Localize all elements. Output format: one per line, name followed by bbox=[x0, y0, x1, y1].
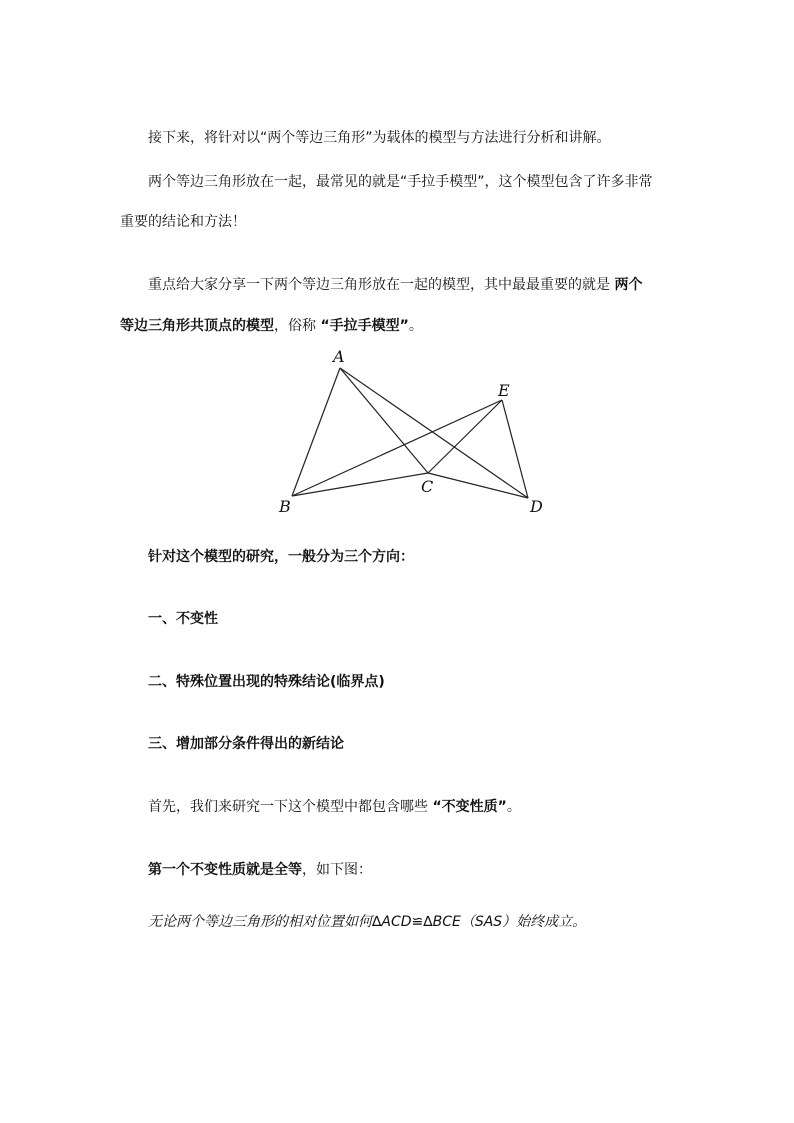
direction-item-3: 三、增加部分条件得出的新结论 bbox=[148, 736, 344, 752]
paragraph-invariant bbox=[148, 797, 521, 817]
direction-item-1: 一、不变性 bbox=[148, 611, 218, 627]
segment-bc bbox=[292, 473, 428, 496]
paragraph-model-line1: 两个等边三角形放在一起，最常见的就是“手拉手模型”，这个模型包含了许多非常 bbox=[148, 174, 653, 190]
paragraph-share-line2 bbox=[120, 316, 423, 336]
segment-ac bbox=[340, 368, 428, 473]
congruence-statement: 无论两个等边三角形的相对位置如何∆ACD≌∆BCE（SAS）始终成立。 bbox=[148, 914, 587, 930]
share-emphasis: 两个 bbox=[614, 277, 643, 293]
segment-be bbox=[292, 400, 502, 496]
share-text-2: ，俗称 bbox=[274, 318, 321, 334]
paragraph-model-line2: 重要的结论和方法！ bbox=[120, 214, 246, 230]
point-d-label: D bbox=[530, 497, 543, 516]
paragraph-share-line1 bbox=[148, 275, 642, 295]
hand-in-hand-figure bbox=[270, 340, 560, 525]
segment-cd bbox=[428, 473, 528, 498]
paragraph-intro: 接下来，将针对以“两个等边三角形”为载体的模型与方法进行分析和讲解。 bbox=[148, 130, 611, 146]
share-end: 。 bbox=[408, 318, 423, 334]
share-text: 重点给大家分享一下两个等边三角形放在一起的模型，其中最最重要的就是 bbox=[148, 277, 615, 293]
point-c-label: C bbox=[421, 477, 434, 496]
invariant-emphasis: “不变性质” bbox=[432, 799, 507, 815]
share-emphasis-2: 等边三角形共顶点的模型 bbox=[120, 318, 274, 334]
research-directions-intro: 针对这个模型的研究，一般分为三个方向： bbox=[148, 549, 414, 565]
direction-item-2: 二、特殊位置出现的特殊结论(临界点) bbox=[148, 674, 385, 690]
first-invariant-text: ，如下图： bbox=[302, 862, 372, 878]
model-name-quote: “手拉手模型” bbox=[320, 318, 409, 334]
first-invariant-emphasis: 第一个不变性质就是全等 bbox=[148, 862, 302, 878]
invariant-end: 。 bbox=[506, 799, 521, 815]
point-e-label: E bbox=[498, 381, 510, 400]
point-a-label: A bbox=[333, 347, 345, 366]
invariant-text: 首先，我们来研究一下这个模型中都包含哪些 bbox=[148, 799, 433, 815]
point-b-label: B bbox=[279, 497, 291, 516]
paragraph-first-invariant bbox=[148, 860, 372, 880]
